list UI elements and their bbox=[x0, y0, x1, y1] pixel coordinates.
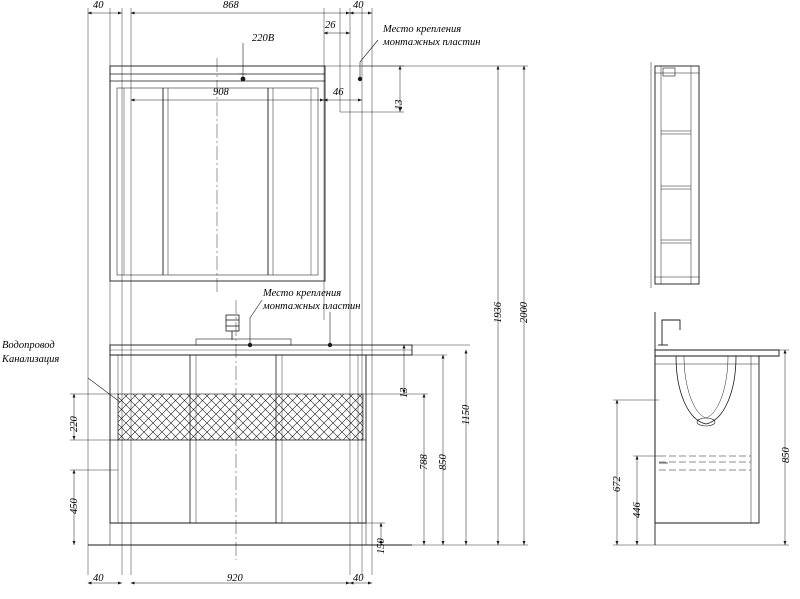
dim-bottom-right-40: 40 bbox=[353, 573, 364, 584]
dim-top-868: 868 bbox=[223, 0, 239, 11]
dim-right-13-top: 13 bbox=[394, 99, 405, 110]
dim-top-left-40: 40 bbox=[93, 0, 104, 11]
dim-mid-13: 13 bbox=[399, 387, 410, 398]
dim-inner-46: 46 bbox=[333, 87, 344, 98]
side-view-mirror-group bbox=[651, 62, 699, 288]
dim-788: 788 bbox=[419, 454, 430, 470]
dim-side-850: 850 bbox=[781, 447, 792, 463]
dim-bottom-left-40: 40 bbox=[93, 573, 104, 584]
dim-top-26: 26 bbox=[325, 20, 336, 31]
annotation-sewerage: Канализация bbox=[2, 354, 60, 365]
annotation-mount-plates-mid-line2: монтажных пластин bbox=[263, 301, 361, 312]
dim-side-672: 672 bbox=[612, 476, 623, 492]
dim-220: 220 bbox=[69, 416, 80, 432]
dim-bottom-920: 920 bbox=[227, 573, 243, 584]
dim-inner-908: 908 bbox=[213, 87, 229, 98]
annotation-mount-plates-mid-line1: Место крепления bbox=[263, 288, 342, 299]
dim-2000: 2000 bbox=[519, 302, 530, 323]
annotation-mount-plates-top-line1: Место крепления bbox=[383, 24, 462, 35]
dim-side-446: 446 bbox=[632, 502, 643, 518]
dim-450: 450 bbox=[69, 498, 80, 514]
dim-1150: 1150 bbox=[461, 404, 472, 425]
annotation-mount-plates-top-line2: монтажных пластин bbox=[383, 37, 481, 48]
dim-top-right-40: 40 bbox=[353, 0, 364, 11]
annotation-voltage: 220В bbox=[252, 33, 275, 44]
dim-850: 850 bbox=[438, 454, 449, 470]
dim-150: 150 bbox=[376, 538, 387, 554]
dim-1936: 1936 bbox=[493, 302, 504, 323]
annotation-water-supply: Водопровод bbox=[2, 340, 55, 351]
